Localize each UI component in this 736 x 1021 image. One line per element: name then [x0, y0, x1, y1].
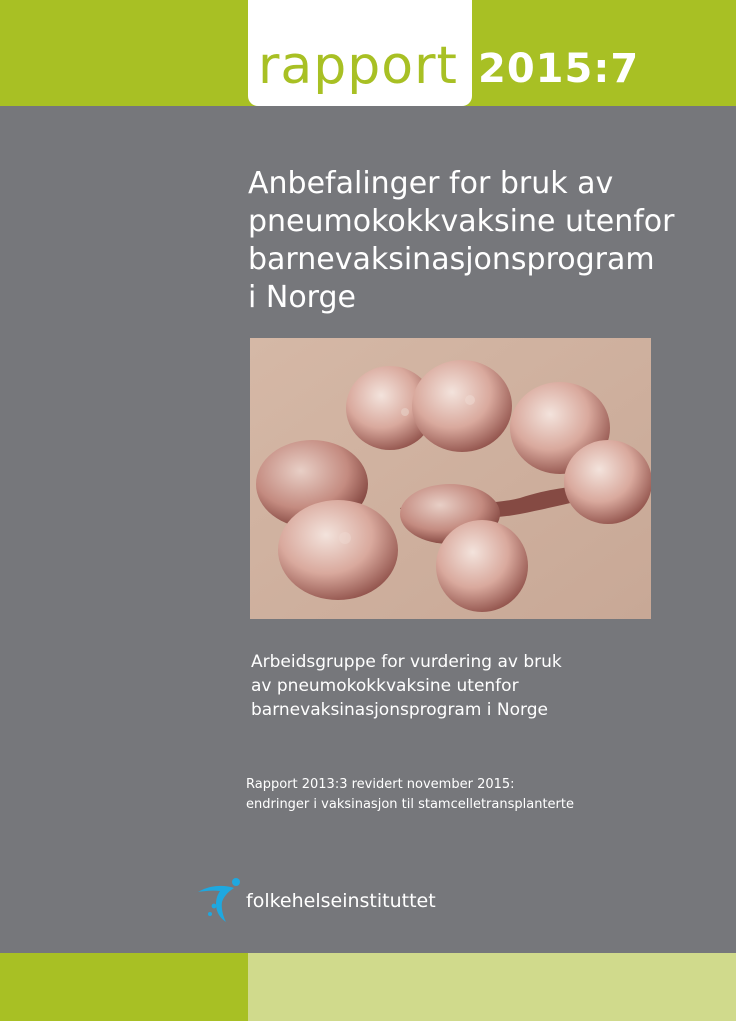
rapport-word: rapport	[258, 36, 458, 96]
title-line: pneumokokkvaksine utenfor	[248, 204, 675, 239]
bottom-light-green-band	[248, 953, 736, 1021]
cover-title	[248, 165, 718, 317]
note-line: Rapport 2013:3 revidert november 2015:	[246, 777, 515, 792]
subtitle-line: barnevaksinasjonsprogram i Norge	[251, 700, 548, 720]
revision-note	[246, 775, 686, 815]
logo-text: folkehelseinstituttet	[246, 890, 436, 912]
report-number: 2015:7	[478, 46, 640, 92]
title-line: barnevaksinasjonsprogram	[248, 242, 655, 277]
fhi-figure-icon	[196, 876, 244, 924]
working-group-text	[251, 650, 671, 722]
subtitle-line: av pneumokokkvaksine utenfor	[251, 676, 519, 696]
title-line: Anbefalinger for bruk av	[248, 166, 614, 201]
title-line: i Norge	[248, 280, 356, 315]
pneumococcus-micrograph	[250, 338, 651, 619]
bottom-green-band	[0, 953, 248, 1021]
note-line: endringer i vaksinasjon til stamcelletransplanterte	[246, 797, 574, 812]
subtitle-line: Arbeidsgruppe for vurdering av bruk	[251, 652, 562, 672]
